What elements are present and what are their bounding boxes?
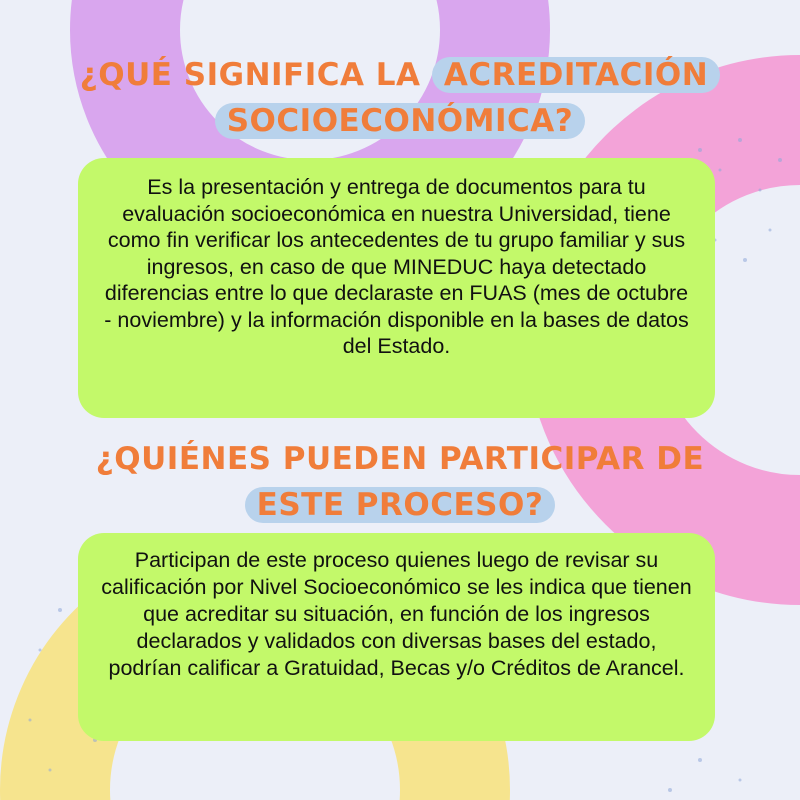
section1-title-highlight-line2: SOCIOECONÓMICA?: [215, 103, 586, 139]
section1-card: [78, 158, 715, 418]
section2-card: [78, 533, 715, 741]
section1-body-text: Es la presentación y entrega de documentos para tu evaluación socioeconómica en nuestra Universidad, tiene como fin verificar los antecedentes de tu grupo familiar y sus ingresos, en caso de que MINEDUC haya detectado diferencias entre lo que declaraste en FUAS (mes de octubre - noviembre) y la información disponible en la bases de datos del Estado.: [104, 175, 689, 358]
section2-title-highlight: ESTE PROCESO?: [245, 487, 556, 523]
section2-heading-line2: [0, 484, 800, 526]
section2-heading: [0, 438, 800, 526]
section1-heading: [0, 54, 800, 142]
section2-title-line1: ¿QUIÉNES PUEDEN PARTICIPAR DE: [95, 441, 705, 477]
section1-heading-line1: [0, 54, 800, 96]
section2-body-text: Participan de este proceso quienes luego de revisar su calificación por Nivel Socioeconómico se les indica que tienen que acreditar su situación, en función de los ingresos declarados y validados con diversas bases del estado, podrían calificar a Gratuidad, Becas y/o Créditos de Arancel.: [101, 548, 692, 680]
section1-heading-line2: [0, 100, 800, 142]
section1-title-highlight: ACREDITACIÓN: [432, 57, 720, 93]
section1-title-prefix: ¿QUÉ SIGNIFICA LA: [79, 57, 421, 93]
